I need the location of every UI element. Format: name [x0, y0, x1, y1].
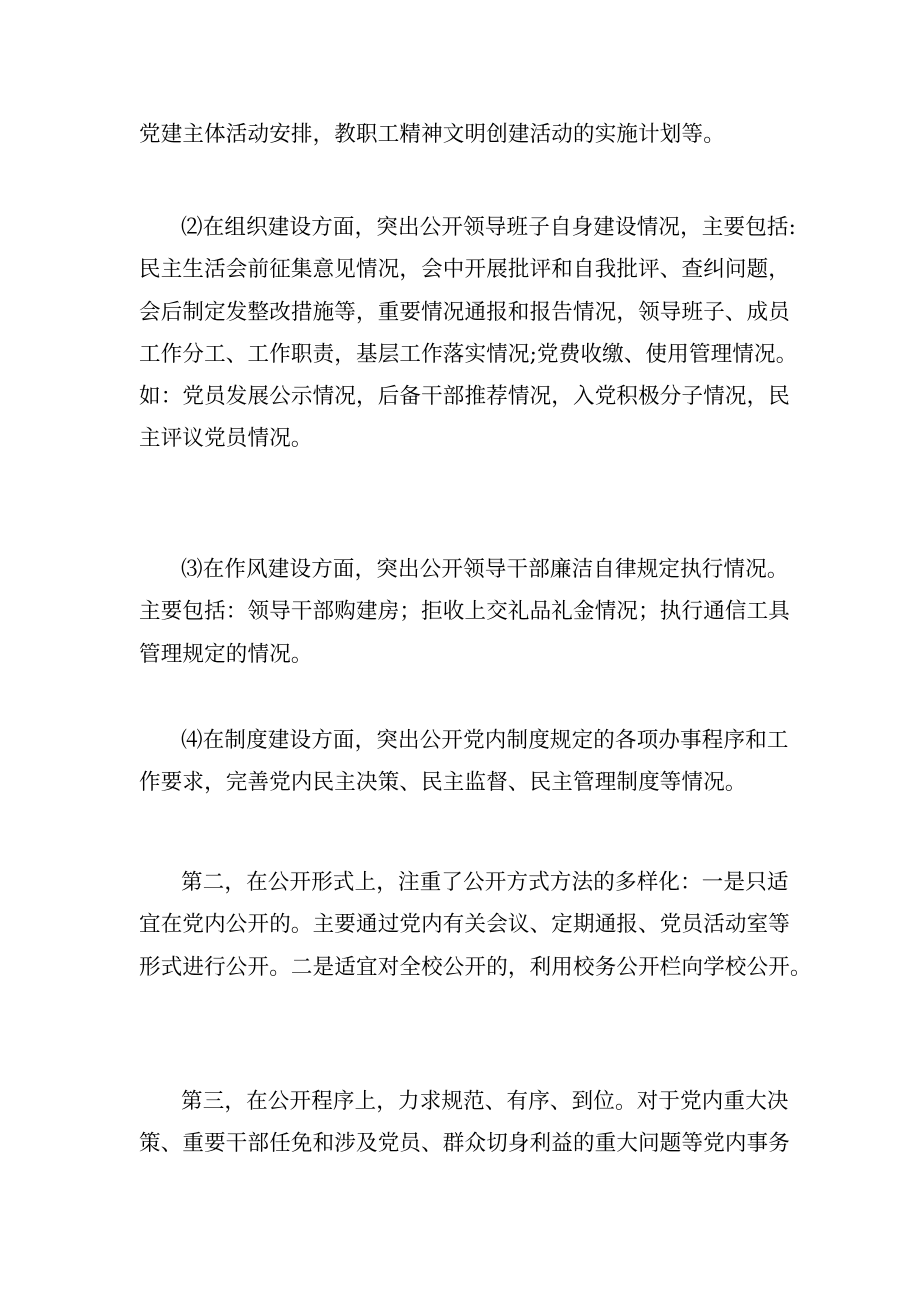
- text-line: ⑷在制度建设方面，突出公开党内制度规定的各项办事程序和工: [181, 728, 789, 753]
- text-line: 党建主体活动安排，教职工精神文明创建活动的实施计划等。: [139, 122, 725, 147]
- text-line: 如：党员发展公示情况，后备干部推荐情况，入党积极分子情况，民: [139, 384, 791, 410]
- paragraph-organization-building: [139, 207, 798, 461]
- text-line: ⑵在组织建设方面，突出公开领导班子自身建设情况，主要包括:: [181, 215, 797, 240]
- paragraph-continuation: [139, 114, 789, 156]
- text-line: 会后制定发整改措施等，重要情况通报和报告情况，领导班子、成员: [139, 299, 791, 325]
- text-line: 策、重要干部任免和涉及党员、群众切身利益的重大问题等党内事务: [139, 1131, 791, 1157]
- text-line: 工作分工、工作职责，基层工作落实情况;党费收缴、使用管理情况。: [139, 341, 798, 367]
- paragraph-disclosure-form: [139, 862, 812, 989]
- text-line: 主要包括：领导干部购建房；拒收上交礼品礼金情况；执行通信工具: [139, 599, 791, 625]
- text-line: 第二，在公开形式上，注重了公开方式方法的多样化：一是只适: [181, 870, 789, 895]
- text-line: 民主生活会前征集意见情况，会中开展批评和自我批评、查纠问题，: [139, 257, 791, 283]
- text-line: 形式进行公开。二是适宜对全校公开的，利用校务公开栏向学校公开。: [139, 954, 812, 980]
- text-line: 宜在党内公开的。主要通过党内有关会议、定期通报、党员活动室等: [139, 912, 791, 938]
- paragraph-style-building: [139, 549, 789, 676]
- paragraph-disclosure-procedure: [139, 1081, 789, 1166]
- text-line: 第三，在公开程序上，力求规范、有序、到位。对于党内重大决: [181, 1089, 789, 1114]
- text-line: ⑶在作风建设方面，突出公开领导干部廉洁自律规定执行情况。: [181, 557, 789, 582]
- paragraph-system-building: [139, 720, 789, 805]
- text-line: 作要求，完善党内民主决策、民主监督、民主管理制度等情况。: [139, 770, 747, 796]
- text-line: 管理规定的情况。: [139, 641, 313, 667]
- text-line: 主评议党员情况。: [139, 426, 313, 452]
